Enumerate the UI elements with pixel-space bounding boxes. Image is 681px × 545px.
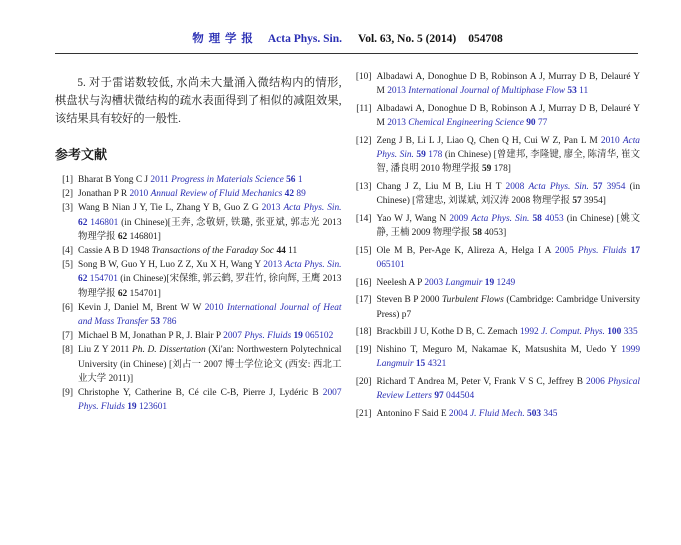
reference-link[interactable]: Acta Phys. Sin. bbox=[376, 135, 640, 161]
reference-link[interactable]: 2008 bbox=[505, 181, 529, 192]
reference-item bbox=[354, 134, 641, 177]
reference-number: [19] bbox=[355, 344, 372, 355]
reference-link[interactable]: 57 bbox=[593, 181, 603, 192]
reference-item bbox=[55, 173, 342, 187]
reference-link[interactable]: 19 bbox=[484, 277, 495, 288]
reference-link[interactable]: 58 bbox=[532, 213, 542, 224]
references-list-left bbox=[55, 173, 342, 414]
reference-link[interactable]: 4321 bbox=[425, 359, 447, 370]
reference-text: (Cambridge: Cambridge University Press) p7 bbox=[376, 295, 641, 320]
reference-number: [21] bbox=[355, 408, 372, 419]
reference-text: Steven B P 2000 bbox=[376, 295, 442, 306]
reference-link[interactable]: 62 bbox=[78, 217, 88, 228]
right-column bbox=[354, 70, 641, 424]
reference-link[interactable]: Acta Phys. Sin. bbox=[284, 260, 342, 271]
reference-link[interactable]: 044504 bbox=[443, 391, 475, 402]
reference-text: Antonino F Said E bbox=[376, 408, 449, 419]
reference-text: 59 bbox=[481, 164, 492, 175]
reference-link[interactable]: Acta Phys. Sin. bbox=[283, 203, 342, 214]
reference-number: [7] bbox=[62, 331, 73, 342]
reference-number: [5] bbox=[62, 260, 73, 271]
reference-link[interactable]: 1992 bbox=[519, 327, 542, 338]
reference-number: [11] bbox=[356, 103, 372, 114]
conclusion-paragraph: 5. 对于雷诺数较低, 水尚未大量涌入微结构内的情形, 棋盘状与沟槽状微结构的疏水表面得到了相似的减阻效果, 该结果具有较好的一般性. bbox=[55, 77, 342, 125]
reference-link[interactable]: 19 bbox=[293, 331, 303, 342]
reference-link[interactable]: 90 bbox=[526, 118, 536, 129]
reference-link[interactable]: 2013 bbox=[387, 118, 409, 129]
reference-link[interactable]: Progress in Materials Science bbox=[171, 175, 287, 185]
reference-text: Cassie A B D 1948 bbox=[78, 246, 152, 257]
reference-text: Christophe Y, Catherine B, Cé cile C-B, Pierre J, Lydéric B bbox=[78, 388, 323, 399]
reference-link[interactable]: 19 bbox=[127, 402, 137, 413]
reference-text: Transactions of the Faraday Soc bbox=[151, 246, 277, 257]
reference-link[interactable]: 77 bbox=[535, 118, 548, 129]
two-column-body bbox=[55, 70, 640, 424]
reference-text: Brackbill J U, Kothe D B, C. Zemach bbox=[376, 327, 520, 338]
reference-item bbox=[354, 244, 641, 272]
reference-item bbox=[55, 386, 342, 414]
reference-number: [4] bbox=[62, 246, 73, 257]
reference-link[interactable]: 2010 bbox=[204, 302, 227, 313]
reference-text: Liu Z Y 2011 bbox=[78, 345, 133, 356]
reference-number: [1] bbox=[62, 175, 73, 185]
reference-item bbox=[55, 201, 342, 244]
reference-text: (in Chinese) [常建忠, 刘谋斌, 刘汉涛 2008 物理学报 bbox=[376, 181, 641, 207]
reference-text: Neelesh A P bbox=[376, 277, 425, 288]
reference-link[interactable]: 53 bbox=[150, 317, 161, 328]
reference-link[interactable]: 786 bbox=[160, 317, 177, 328]
reference-link[interactable]: 100 bbox=[607, 327, 622, 338]
reference-link[interactable]: 345 bbox=[541, 408, 558, 419]
reference-item bbox=[55, 301, 342, 329]
reference-link[interactable]: 2006 bbox=[586, 376, 608, 387]
reference-link[interactable]: 146801 bbox=[87, 217, 119, 228]
reference-link[interactable]: 2013 bbox=[261, 203, 284, 214]
reference-text: Nishino T, Meguro M, Nakamae K, Matsushita M, Uedo Y bbox=[376, 344, 622, 355]
journal-header bbox=[55, 30, 640, 46]
reference-text: Albadawi A, Donoghue D B, Robinson A J, Murray D B, Delauré Y M bbox=[376, 103, 640, 129]
reference-link[interactable]: Acta Phys. Sin. bbox=[471, 213, 533, 224]
references-heading: 参考文献 bbox=[55, 147, 108, 162]
reference-link[interactable]: 503 bbox=[527, 408, 542, 419]
reference-link[interactable]: Phys. Fluids bbox=[78, 402, 128, 413]
reference-link[interactable]: 2009 bbox=[449, 213, 472, 224]
reference-text: 3954] bbox=[581, 196, 606, 207]
reference-number: [10] bbox=[355, 72, 372, 82]
reference-text: Song B W, Guo Y H, Luo Z Z, Xu X H, Wang Y bbox=[78, 260, 264, 271]
reference-item bbox=[354, 293, 641, 321]
article-number: 054708 bbox=[468, 33, 503, 45]
reference-number: [9] bbox=[62, 388, 73, 399]
reference-item bbox=[354, 325, 641, 339]
reference-item bbox=[55, 329, 342, 343]
reference-item bbox=[55, 244, 342, 258]
reference-link[interactable]: 1249 bbox=[494, 277, 516, 288]
reference-text: 154701] bbox=[127, 288, 161, 299]
reference-link[interactable]: 2010 bbox=[600, 135, 623, 146]
reference-link[interactable]: Langmuir bbox=[376, 359, 416, 370]
reference-link[interactable]: 4053 bbox=[541, 213, 564, 224]
reference-text: 62 bbox=[117, 288, 128, 299]
reference-number: [8] bbox=[62, 345, 73, 356]
reference-text: Chang J Z, Liu M B, Liu H T bbox=[376, 181, 506, 192]
reference-text: Ole M B, Per-Age K, Alireza A, Helga I A bbox=[376, 245, 556, 256]
reference-text: (in Chinese) [姚文静, 王楠 2009 物理学报 bbox=[376, 213, 641, 239]
reference-link[interactable]: 2013 bbox=[263, 260, 285, 271]
reference-text: Turbulent Flows bbox=[441, 295, 507, 306]
reference-link[interactable]: Acta Phys. Sin. bbox=[528, 181, 594, 192]
reference-link[interactable]: 2007 bbox=[223, 331, 245, 342]
reference-text: Jonathan P R bbox=[78, 189, 130, 200]
reference-item bbox=[354, 180, 641, 208]
reference-text: Ph. D. Dissertation bbox=[132, 345, 209, 356]
reference-item bbox=[55, 258, 342, 301]
reference-text: 58 bbox=[472, 228, 482, 239]
reference-link[interactable]: Phys. Fluids bbox=[577, 245, 631, 256]
reference-link[interactable]: 178 bbox=[425, 150, 443, 161]
reference-number: [2] bbox=[62, 189, 73, 200]
references-list-right bbox=[354, 70, 641, 421]
reference-item bbox=[354, 70, 641, 98]
reference-item bbox=[55, 187, 342, 201]
reference-link[interactable]: 2011 bbox=[150, 175, 172, 185]
journal-title-english: Acta Phys. Sin. bbox=[267, 33, 342, 45]
reference-item bbox=[55, 343, 342, 386]
reference-link[interactable]: 53 bbox=[567, 86, 577, 97]
reference-number: [3] bbox=[62, 203, 73, 214]
reference-link[interactable]: 2010 bbox=[129, 189, 151, 200]
reference-number: [15] bbox=[355, 245, 372, 256]
reference-item bbox=[354, 375, 641, 403]
reference-link[interactable]: Physical Review Letters bbox=[376, 376, 641, 402]
reference-link[interactable]: 17 bbox=[630, 245, 641, 256]
reference-text: Wang B Nian J Y, Tie L, Zhang Y B, Guo Z G bbox=[78, 203, 262, 214]
reference-link[interactable]: International Journal of Heat and Mass Transfer bbox=[78, 302, 342, 328]
reference-link[interactable]: Annual Review of Fluid Mechanics bbox=[150, 189, 285, 200]
reference-item bbox=[354, 102, 641, 130]
reference-link[interactable]: 11 bbox=[576, 86, 589, 97]
reference-text: Michael B M, Jonathan P R, J. Blair P bbox=[78, 331, 224, 342]
reference-text: Zeng J B, Li L J, Liao Q, Chen Q H, Cui W Z, Pan L M bbox=[376, 135, 601, 146]
reference-link[interactable]: 42 bbox=[284, 189, 295, 200]
reference-number: [6] bbox=[62, 302, 73, 313]
reference-item bbox=[354, 212, 641, 240]
reference-link[interactable]: 2007 bbox=[322, 388, 342, 399]
reference-text: 44 bbox=[276, 246, 286, 257]
reference-link[interactable]: 065102 bbox=[302, 331, 334, 342]
reference-link[interactable]: 62 bbox=[78, 274, 88, 285]
reference-link[interactable]: Langmuir bbox=[445, 277, 485, 288]
reference-link[interactable]: 97 bbox=[434, 391, 444, 402]
reference-link[interactable]: 1999 bbox=[621, 344, 640, 355]
reference-link[interactable]: 2005 bbox=[555, 245, 578, 256]
reference-link[interactable]: International Journal of Multiphase Flow bbox=[408, 86, 568, 97]
reference-text: Bharat B Yong C J bbox=[78, 175, 151, 185]
reference-link[interactable]: 59 bbox=[416, 150, 426, 161]
reference-link[interactable]: J. Fluid Mech. bbox=[470, 408, 528, 419]
reference-number: [13] bbox=[355, 181, 372, 192]
reference-link[interactable]: 56 bbox=[286, 175, 296, 185]
reference-link[interactable]: Chemical Engineering Science bbox=[408, 118, 527, 129]
journal-title-chinese: 物 理 学 报 bbox=[192, 33, 254, 45]
reference-number: [18] bbox=[355, 327, 372, 338]
reference-link[interactable]: 2003 bbox=[424, 277, 446, 288]
reference-link[interactable]: 2013 bbox=[387, 86, 409, 97]
reference-text: (in Chinese)[王奔, 念敬妍, 铁璐, 张亚斌, 郭志光 2013 物理学报 bbox=[78, 217, 342, 242]
reference-link[interactable]: 2004 bbox=[448, 408, 470, 419]
reference-text: Kevin J, Daniel M, Brent W W bbox=[78, 302, 205, 313]
reference-text: (Xi'an: Northwestern Polytechnical University (in Chinese) [刘占一 2007 博士学位论文 (西安: 西北工业大学 2011)] bbox=[78, 345, 342, 384]
reference-link[interactable]: 89 bbox=[294, 189, 306, 200]
reference-link[interactable]: 1 bbox=[295, 175, 303, 185]
reference-link[interactable]: 3954 bbox=[602, 181, 626, 192]
reference-text: 146801] bbox=[127, 231, 161, 242]
reference-number: [20] bbox=[355, 376, 372, 387]
reference-text: Albadawi A, Donoghue D B, Robinson A J, Murray D B, Delauré Y M bbox=[376, 72, 640, 97]
header-rule bbox=[55, 53, 638, 54]
reference-item bbox=[354, 276, 641, 290]
reference-text: Yao W J, Wang N bbox=[376, 213, 450, 224]
left-column bbox=[55, 70, 342, 424]
reference-text: 4053] bbox=[481, 228, 507, 239]
reference-text: (in Chinese)[宋保维, 郭云鹤, 罗荘竹, 徐向辉, 王鹰 2013 物理学报 bbox=[78, 274, 342, 299]
reference-text: 62 bbox=[117, 231, 128, 242]
reference-text: 57 bbox=[572, 196, 582, 207]
reference-text: (in Chinese) [曾建邦, 李隆键, 廖全, 陈清华, 崔文智, 潘良明 2010 物理学报 bbox=[376, 150, 640, 175]
reference-text: 11 bbox=[285, 246, 298, 257]
reference-number: [14] bbox=[355, 213, 372, 224]
reference-number: [16] bbox=[355, 277, 372, 288]
reference-link[interactable]: J. Comput. Phys. bbox=[541, 327, 608, 338]
reference-item bbox=[354, 343, 641, 371]
reference-item bbox=[354, 407, 641, 421]
reference-link[interactable]: 15 bbox=[415, 359, 426, 370]
reference-number: [12] bbox=[355, 135, 372, 146]
reference-link[interactable]: 154701 bbox=[87, 274, 118, 285]
reference-link[interactable]: 335 bbox=[621, 327, 638, 338]
reference-link[interactable]: 123601 bbox=[136, 402, 168, 413]
reference-link[interactable]: Phys. Fluids bbox=[244, 331, 294, 342]
reference-number: [17] bbox=[355, 295, 372, 306]
issue-info: Vol. 63, No. 5 (2014) bbox=[357, 33, 457, 45]
reference-text: Richard T Andrea M, Peter V, Frank V S C, Jeffrey B bbox=[376, 376, 586, 387]
reference-link[interactable]: 065101 bbox=[376, 259, 405, 270]
reference-text: 178] bbox=[491, 164, 511, 175]
